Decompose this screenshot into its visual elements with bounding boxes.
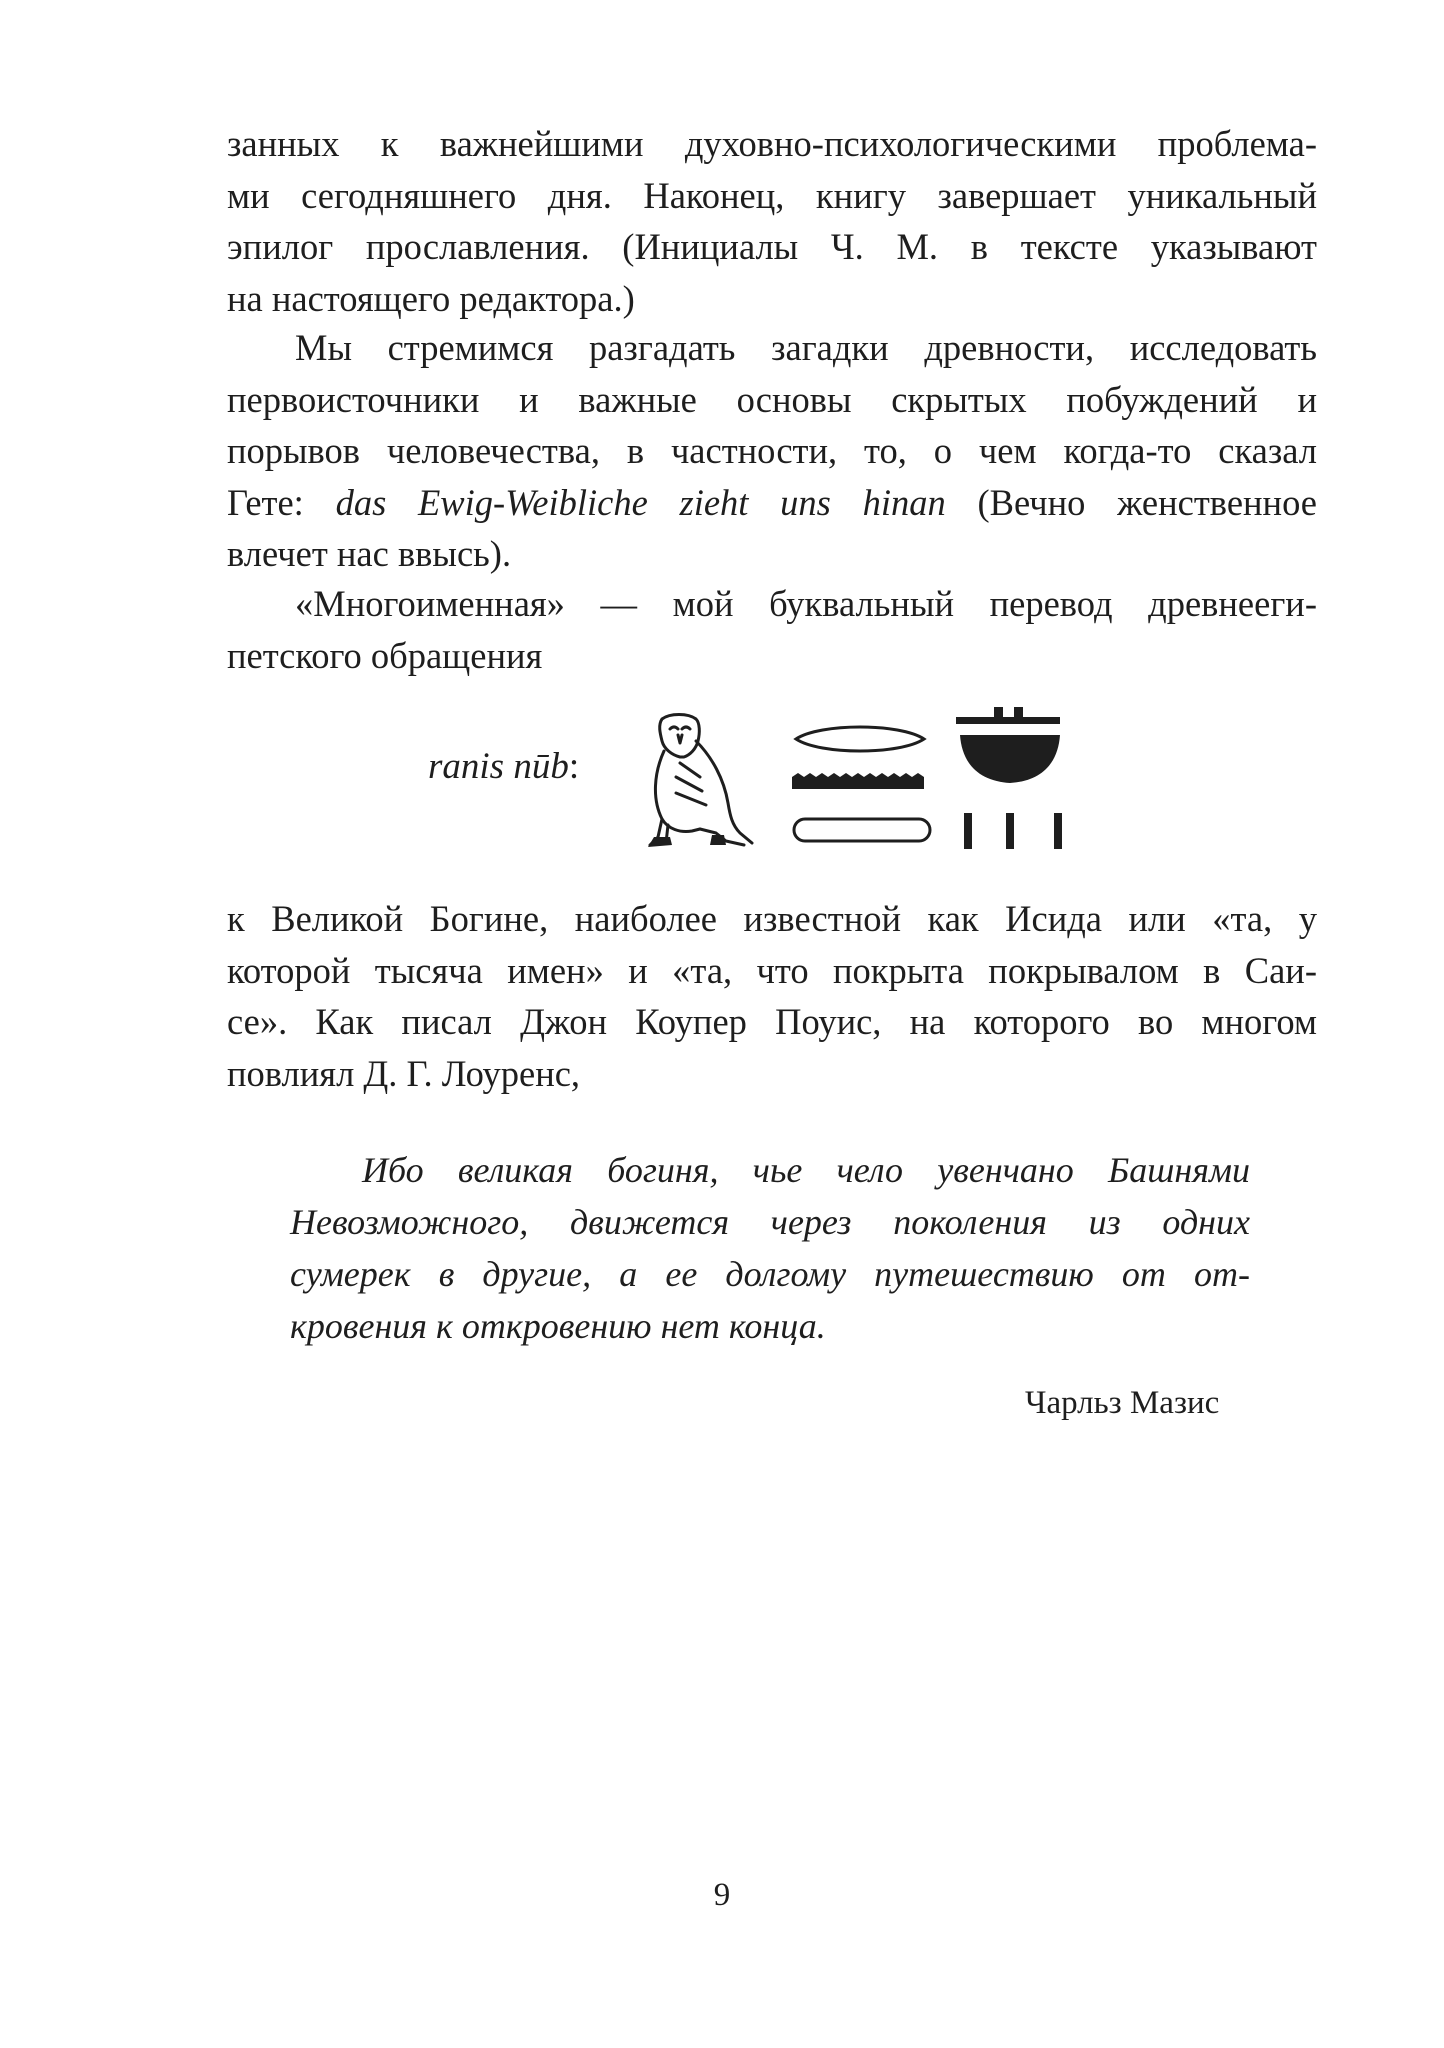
rope-loop-glyph <box>790 813 935 847</box>
line-prefix: Гете: <box>227 481 336 523</box>
paragraph-line: на настоящего редактора.) <box>227 277 635 319</box>
paragraph-1 <box>227 118 1317 324</box>
paragraph-line: Мы стремимся разгадать загадки древности, исследовать <box>295 327 1317 368</box>
paragraph-line: петского обращения <box>227 634 543 676</box>
paragraph-line: которой тысяча имен» и «та, что покрыта покрывалом в Саи- <box>227 949 1317 991</box>
transliteration <box>428 741 579 793</box>
paragraph-line: порывов человечества, в частности, то, о чем когда-то сказал <box>227 430 1317 471</box>
quote-line: кровения к откровению нет конца. <box>290 1306 826 1346</box>
line-suffix: (Вечно женственное <box>945 481 1317 523</box>
transliteration-text: ranis nūb <box>428 746 569 787</box>
page-number: 9 <box>713 1877 731 1913</box>
german-quote: das Ewig-Weibliche zieht uns hinan <box>335 481 946 523</box>
block-quote <box>290 1144 1250 1352</box>
paragraph-line: занных к важнейшими духовно-психологическими проблема- <box>227 123 1317 164</box>
paragraph-line: влечет нас ввысь). <box>227 533 512 574</box>
basket-glyph <box>950 705 1070 789</box>
water-ripple-glyph <box>786 769 930 799</box>
paragraph-line: первоисточники и важные основы скрытых побуждений и <box>227 378 1317 420</box>
paragraph-4 <box>227 893 1317 1099</box>
colon: : <box>568 746 580 787</box>
author-signature: Чарльз Мазис <box>1025 1385 1220 1421</box>
quote-line: Ибо великая богиня, чье чело увенчано Башнями <box>362 1150 1250 1190</box>
paragraph-2 <box>227 322 1317 580</box>
hieroglyph-row <box>0 705 1444 855</box>
plural-strokes-glyph <box>960 809 1070 855</box>
paragraph-line: «Многоименная» — мой буквальный перевод древнееги- <box>295 583 1317 624</box>
paragraph-line: се». Как писал Джон Коупер Поуис, на которого во многом <box>227 1001 1317 1042</box>
paragraph-3 <box>227 578 1317 681</box>
paragraph-line <box>227 477 1317 529</box>
paragraph-line: ми сегодняшнего дня. Наконец, книгу завершает уникальный <box>227 174 1317 216</box>
quote-line: Невозможного, движется через поколения из одних <box>290 1202 1250 1242</box>
quote-line: сумерек в другие, а ее долгому путешествию от от- <box>290 1254 1250 1294</box>
mouth-glyph <box>790 719 930 759</box>
paragraph-line: эпилог прославления. (Инициалы Ч. М. в тексте указывают <box>227 226 1317 267</box>
paragraph-line: к Великой Богине, наиболее известной как Исида или «та, у <box>227 898 1317 939</box>
paragraph-line: повлиял Д. Г. Лоуренс, <box>227 1052 581 1094</box>
owl-glyph <box>640 711 760 851</box>
